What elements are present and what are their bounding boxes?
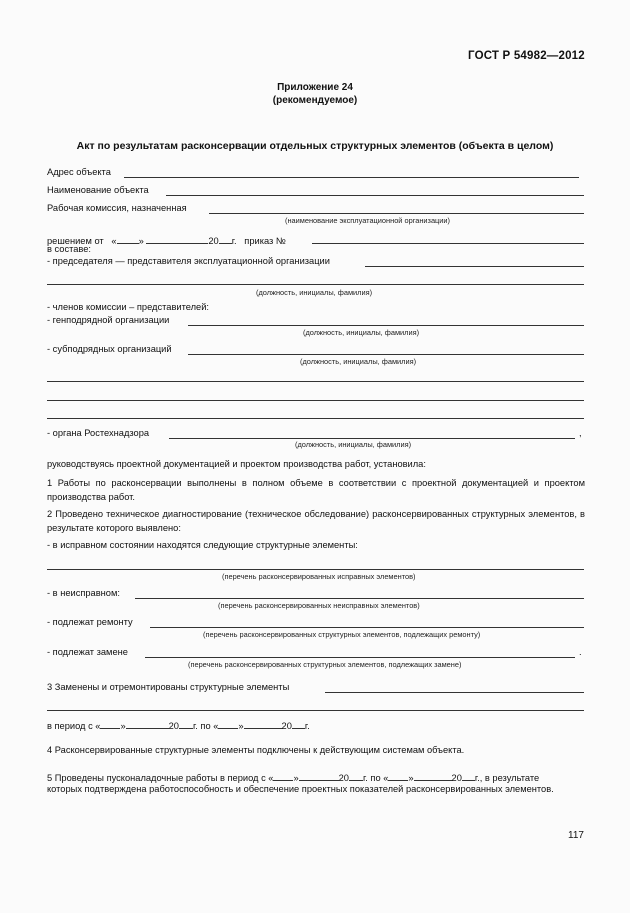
good-condition-label: - в исправном состоянии находятся следующие структурные элементы: — [47, 540, 358, 550]
repair-label: - подлежат ремонту — [47, 617, 133, 627]
chair-label: - председателя — представителя эксплуатационной организации — [47, 256, 330, 266]
subcontractor-label: - субподрядных организаций — [47, 344, 172, 354]
standard-code: ГОСТ Р 54982—2012 — [468, 50, 585, 62]
appendix-title: Приложение 24 — [277, 82, 353, 93]
replace-dot: . — [579, 647, 582, 657]
general-contractor-caption: (должность, инициалы, фамилия) — [303, 328, 420, 337]
repair-caption: (перечень расконсервированных структурных элементов, подлежащих ремонту) — [203, 630, 481, 639]
rostekhnadzor-field[interactable] — [169, 438, 575, 439]
general-contractor-field[interactable] — [188, 325, 584, 326]
general-contractor-label: - генподрядной организации — [47, 315, 170, 325]
chair-field[interactable] — [365, 266, 584, 267]
paragraph-5-rest: которых подтверждена работоспособность и обеспечение проектных показателей расконсервированных элементов. — [47, 784, 554, 794]
rostekhnadzor-comma: , — [579, 428, 582, 438]
rostekhnadzor-label: - органа Ростехнадзора — [47, 428, 150, 438]
document-title: Акт по результатам расконсервации отдельных структурных элементов (объекта в целом) — [76, 140, 554, 152]
members-label: - членов комиссии – представителей: — [47, 302, 209, 312]
address-label: Адрес объекта — [47, 167, 111, 177]
commission-field[interactable] — [209, 213, 584, 214]
repair-field[interactable] — [150, 627, 584, 628]
replace-field[interactable] — [145, 657, 575, 658]
period-line: в период с « » 20 г. по « » 20 г. — [47, 718, 310, 731]
paragraph-2: 2 Проведено техническое диагностирование (техническое обследование) расконсервированных структурных элементов, в результате которого выявлено: — [47, 509, 585, 533]
replaced-elements-field-2[interactable] — [47, 710, 584, 711]
replace-label: - подлежат замене — [47, 647, 128, 657]
guided-text: руководствуясь проектной документацией и проектом производства работ, установила: — [47, 459, 426, 469]
faulty-caption: (перечень расконсервированных неисправных элементов) — [218, 601, 420, 610]
chair-caption: (должность, инициалы, фамилия) — [256, 288, 373, 297]
paragraph-4: 4 Расконсервированные структурные элементы подключены к действующим системам объекта. — [47, 745, 465, 755]
subcontractor-caption: (должность, инициалы, фамилия) — [300, 357, 417, 366]
replace-caption: (перечень расконсервированных структурных элементов, подлежащих замене) — [188, 660, 462, 669]
appendix-subtitle: (рекомендуемое) — [272, 95, 358, 106]
paragraph-1: 1 Работы по расконсервации выполнены в полном объеме в соответствии с проектной документацией и проектом производства работ. — [47, 478, 585, 502]
commission-label: Рабочая комиссия, назначенная — [47, 203, 187, 213]
paragraph-3: 3 Заменены и отремонтированы структурные элементы — [47, 682, 290, 692]
chair-field-2[interactable] — [47, 284, 584, 285]
object-name-label: Наименование объекта — [47, 185, 149, 195]
rostekhnadzor-caption: (должность, инициалы, фамилия) — [295, 440, 412, 449]
subcontractor-field-4[interactable] — [47, 418, 584, 419]
composition-label: в составе: — [47, 244, 92, 254]
faulty-label: - в неисправном: — [47, 588, 120, 598]
paragraph-5-line-1: 5 Проведены пусконаладочные работы в период с « » 20 г. по « » 20 г., в результате — [47, 770, 539, 783]
page-number: 117 — [568, 830, 584, 841]
order-number-field[interactable] — [312, 243, 584, 244]
decision-label: решением от « » 20 г. приказ № — [47, 233, 286, 246]
faulty-field[interactable] — [135, 598, 584, 599]
commission-caption: (наименование эксплуатационной организации) — [285, 216, 451, 225]
subcontractor-field[interactable] — [188, 354, 584, 355]
good-condition-field[interactable] — [47, 569, 584, 570]
replaced-elements-field[interactable] — [325, 692, 584, 693]
address-field[interactable] — [124, 177, 579, 178]
good-condition-caption: (перечень расконсервированных исправных элементов) — [222, 572, 416, 581]
object-name-field[interactable] — [166, 195, 584, 196]
subcontractor-field-3[interactable] — [47, 400, 584, 401]
subcontractor-field-2[interactable] — [47, 381, 584, 382]
